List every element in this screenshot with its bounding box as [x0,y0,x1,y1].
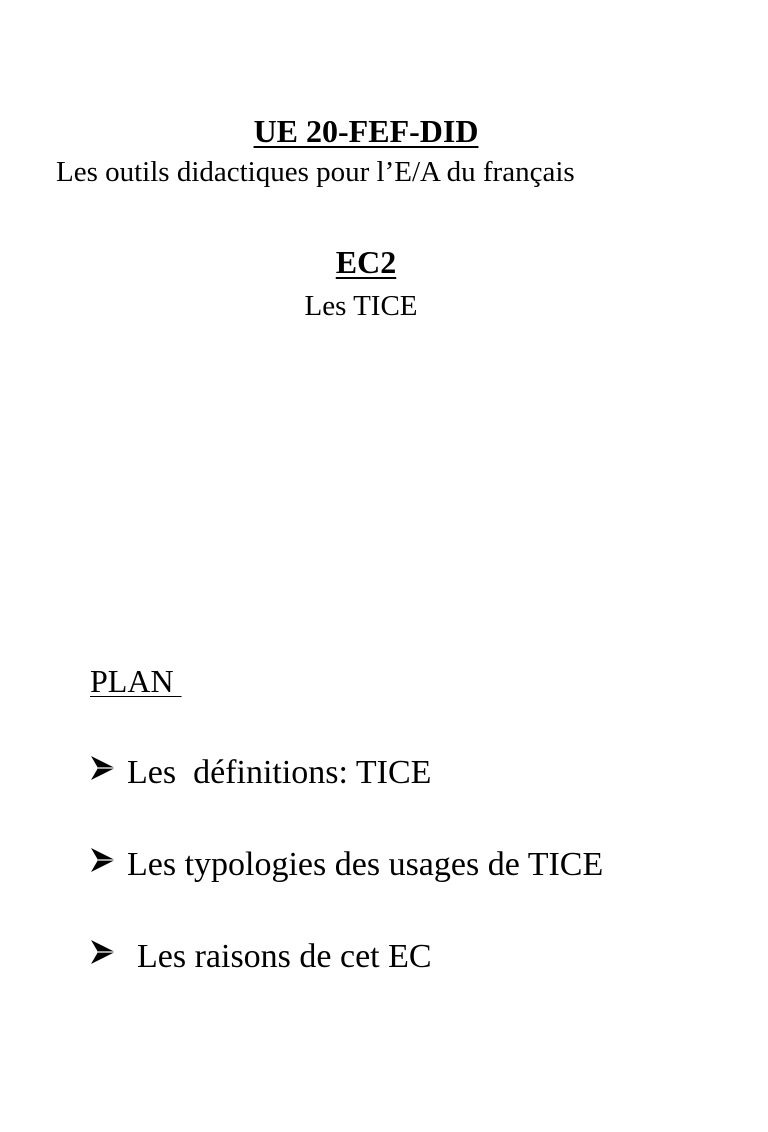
ec-title: Les TICE [304,290,418,322]
plan-list [90,748,604,1024]
ec-code-heading: EC2 [335,244,397,280]
arrowhead-bullet-icon [90,754,116,782]
plan-item-label: Les raisons de cet EC [137,938,432,975]
plan-item-label: Les définitions: TICE [127,754,432,791]
plan-item [90,840,604,932]
arrowhead-bullet-icon [90,846,116,874]
plan-item-label: Les typologies des usages de TICE [127,846,604,883]
plan-item [90,748,432,840]
plan-item [90,932,432,1024]
course-code-heading: UE 20-FEF-DID [253,113,479,149]
plan-heading: PLAN [90,663,182,699]
arrowhead-bullet-icon [90,938,116,966]
course-title: Les outils didactiques pour l’E/A du français [56,156,575,188]
